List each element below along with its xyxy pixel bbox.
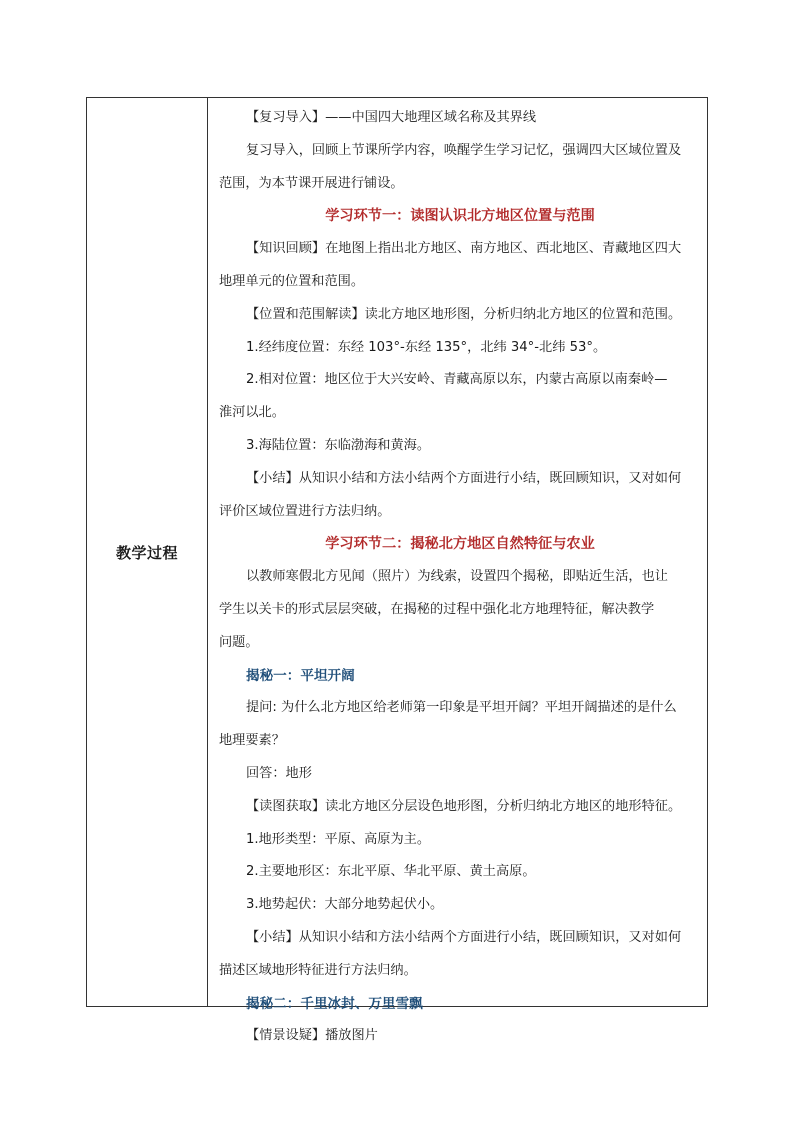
section-title-1: 学习环节一：读图认识北方地区位置与范围 [325,208,595,225]
paragraph-line: 【知识回顾】在地图上指出北方地区、南方地区、西北地区、青藏地区四大 [246,241,682,257]
paragraph-line: 描述区域地形特征进行方法归纳。 [219,962,417,978]
section-title-2: 学习环节二：揭秘北方地区自然特征与农业 [325,536,595,553]
paragraph-line: 复习导入，回顾上节课所学内容，唤醒学生学习记忆，强调四大区域位置及 [246,142,682,158]
paragraph-line: 【小结】从知识小结和方法小结两个方面进行小结，既回顾知识，又对如何 [246,470,682,486]
list-item: 1.经纬度位置：东经 103°-东经 135°，北纬 34°-北纬 53°。 [246,339,607,355]
row-label-cell [87,98,208,1006]
paragraph-line: 提问: 为什么北方地区给老师第一印象是平坦开阔？平坦开阔描述的是什么 [246,700,677,716]
paragraph-line: 【位置和范围解读】读北方地区地形图，分析归纳北方地区的位置和范围。 [246,306,682,322]
lesson-plan-table [86,97,708,1044]
list-item: 3.地势起伏：大部分地势起伏小。 [246,897,444,913]
paragraph-line: 评价区域位置进行方法归纳。 [219,503,391,519]
paragraph-line: 淮河以北。 [219,405,285,421]
paragraph-line: 【小结】从知识小结和方法小结两个方面进行小结，既回顾知识，又对如何 [246,929,682,945]
paragraph-line: 问题。 [219,634,259,650]
list-item: 2.主要地形区：东北平原、华北平原、黄土高原。 [246,864,536,880]
list-item: 1.地形类型：平原、高原为主。 [246,831,431,847]
review-intro-heading: 【复习导入】——中国四大地理区域名称及其界线 [246,110,537,125]
paragraph-line: 范围，为本节课开展进行铺设。 [219,175,404,191]
paragraph-line: 学生以关卡的形式层层突破，在揭秘的过程中强化北方地理特征，解决教学 [219,601,655,617]
reveal-title-1: 揭秘一：平坦开阔 [246,667,355,684]
paragraph-line: 【读图获取】读北方地区分层设色地形图，分析归纳北方地区的地形特征。 [246,798,682,814]
paragraph-line: 以教师寒假北方见闻（照片）为线索，设置四个揭秘，即贴近生活，也让 [246,569,668,585]
paragraph-line: 地理要素？ [219,733,285,749]
paragraph-line: 【情景设疑】播放图片 [246,1028,378,1044]
reveal-title-2: 揭秘二：千里冰封、万里雪飘 [246,995,423,1012]
row-label: 教学过程 [115,543,178,562]
list-item: 3.海陆位置：东临渤海和黄海。 [246,437,431,453]
paragraph-line: 回答：地形 [246,765,312,781]
paragraph-line: 地理单元的位置和范围。 [219,273,365,289]
list-item: 2.相对位置：地区位于大兴安岭、青藏高原以东，内蒙古高原以南秦岭— [246,372,668,388]
content-cell [208,98,707,1044]
